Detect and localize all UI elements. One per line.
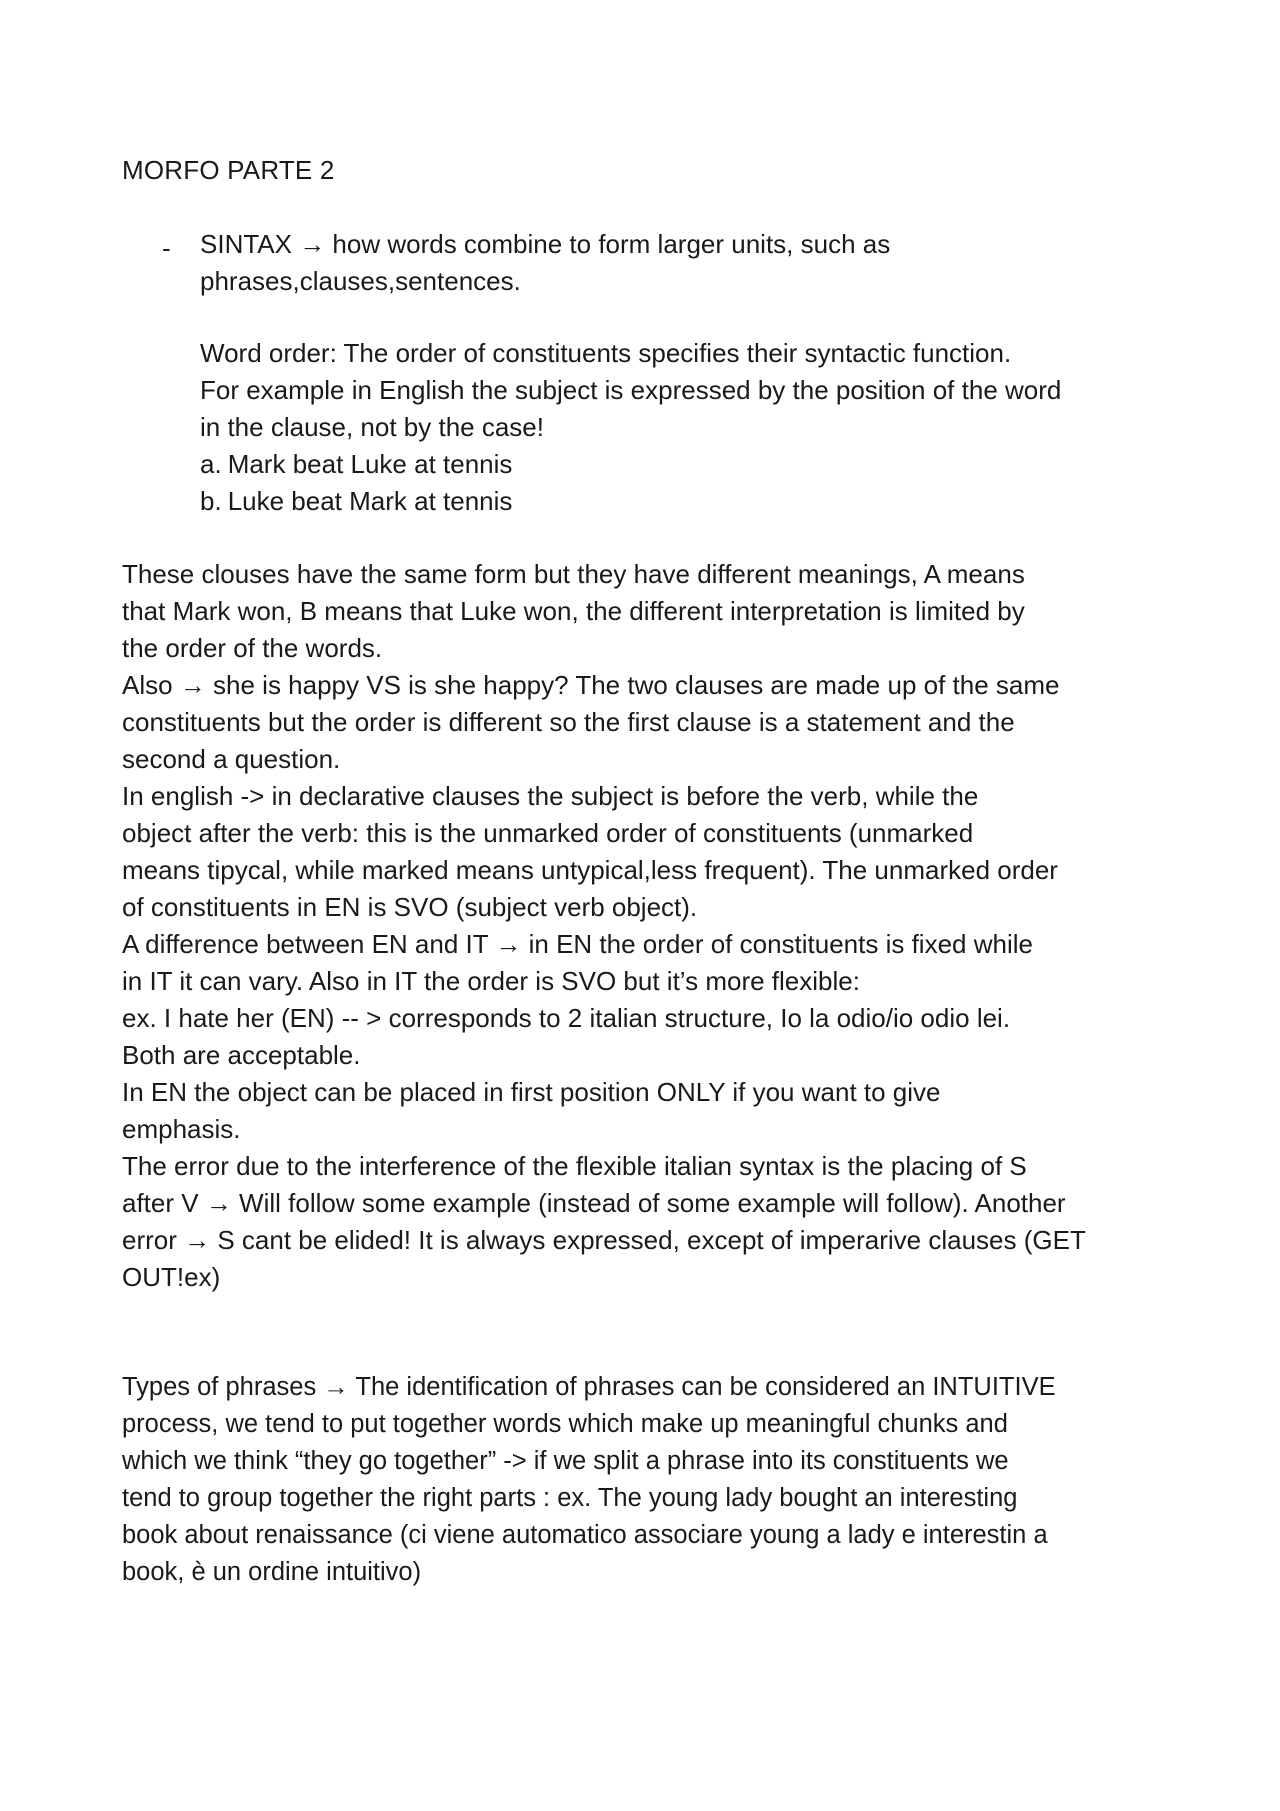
text-line: Also → she is happy VS is she happy? The two clauses are made up of the same: [122, 670, 1060, 700]
text-line: error → S cant be elided! It is always expressed, except of imperarive clauses (GET: [122, 1225, 1086, 1255]
text-line: means tipycal, while marked means untypical,less frequent). The unmarked order: [122, 855, 1058, 885]
text-line: Word order: The order of constituents specifies their syntactic function.: [200, 338, 1012, 368]
text-line: tend to group together the right parts : ex. The young lady bought an interesting: [122, 1484, 1018, 1512]
text-line: book, è un ordine intuitivo): [122, 1558, 422, 1586]
text-line: A difference between EN and IT → in EN the order of constituents is fixed while: [122, 929, 1033, 959]
text-line: These clouses have the same form but they have different meanings, A means: [122, 559, 1025, 589]
word-order-paragraph: [200, 335, 1160, 520]
text-line: the order of the words.: [122, 633, 383, 663]
sintax-paragraph: [200, 226, 1160, 300]
text-line: in IT it can vary. Also in IT the order is SVO but it’s more flexible:: [122, 966, 860, 996]
text-line: phrases,clauses,sentences.: [200, 266, 521, 296]
word-order-explanation: [122, 556, 1162, 1296]
text-line: The error due to the interference of the flexible italian syntax is the placing of S: [122, 1151, 1027, 1181]
example-list: [200, 446, 1160, 520]
text-line: which we think “they go together” -> if we split a phrase into its constituents we: [122, 1447, 1009, 1475]
text-line: second a question.: [122, 744, 341, 774]
text-line: ex. I hate her (EN) -- > corresponds to 2 italian structure, Io la odio/io odio lei.: [122, 1003, 1011, 1033]
text-line: OUT!ex): [122, 1262, 221, 1292]
text-line: that Mark won, B means that Luke won, the different interpretation is limited by: [122, 596, 1025, 626]
text-line: In english -> in declarative clauses the subject is before the verb, while the: [122, 781, 979, 811]
text-line: emphasis.: [122, 1114, 241, 1144]
text-line: after V → Will follow some example (instead of some example will follow). Another: [122, 1188, 1066, 1218]
list-item-text: Luke beat Mark at tennis: [227, 486, 513, 516]
text-line: book about renaissance (ci viene automatico associare young a lady e interestin a: [122, 1521, 1048, 1549]
text-line: Types of phrases → The identification of phrases can be considered an INTUITIVE: [122, 1373, 1056, 1401]
text-line: object after the verb: this is the unmarked order of constituents (unmarked: [122, 818, 974, 848]
text-line: of constituents in EN is SVO (subject verb object).: [122, 892, 698, 922]
text-line: For example in English the subject is expressed by the position of the word: [200, 375, 1062, 405]
list-item: [200, 483, 1160, 520]
text-line: In EN the object can be placed in first position ONLY if you want to give: [122, 1077, 941, 1107]
text-line: Both are acceptable.: [122, 1040, 361, 1070]
text-line: process, we tend to put together words which make up meaningful chunks and: [122, 1410, 1008, 1438]
types-of-phrases-paragraph: [122, 1369, 1162, 1591]
list-letter: b.: [200, 486, 222, 516]
page-title: MORFO PARTE 2: [122, 155, 335, 185]
text-line: SINTAX → how words combine to form larger units, such as: [200, 229, 891, 259]
list-item: [200, 446, 1160, 483]
text-line: in the clause, not by the case!: [200, 412, 544, 442]
bullet-dash: -: [162, 233, 171, 263]
list-item-text: Mark beat Luke at tennis: [227, 449, 513, 479]
text-line: constituents but the order is different so the first clause is a statement and the: [122, 707, 1015, 737]
list-letter: a.: [200, 449, 222, 479]
